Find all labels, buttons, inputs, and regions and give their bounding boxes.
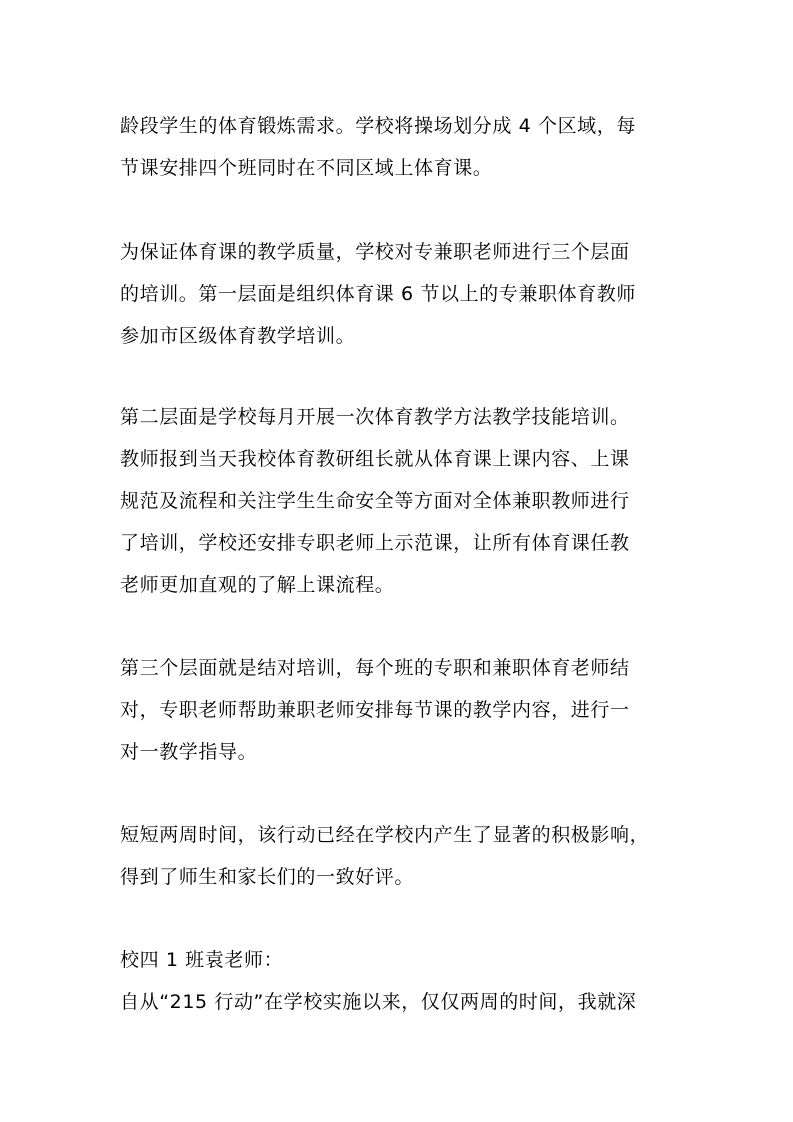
- paragraph-1-line-2: 节课安排四个班同时在不同区域上体育课。: [120, 157, 493, 179]
- paragraph-4-line-1: 第三个层面就是结对培训，每个班的专职和兼职体育老师结: [120, 657, 630, 679]
- paragraph-6-line-2: 自从“215 行动”在学校实施以来，仅仅两周的时间，我就深: [120, 991, 637, 1013]
- paragraph-2-line-2: 的培训。第一层面是组织体育课 6 节以上的专兼职体育教师: [120, 283, 636, 305]
- paragraph-3-line-4: 了培训，学校还安排专职老师上示范课，让所有体育课任教: [120, 532, 630, 554]
- paragraph-2-line-3: 参加市区级体育教学培训。: [120, 325, 356, 347]
- paragraph-3-line-2: 教师报到当天我校体育教研组长就从体育课上课内容、上课: [120, 448, 630, 470]
- paragraph-3-line-1: 第二层面是学校每月开展一次体育教学方法教学技能培训。: [120, 406, 630, 428]
- paragraph-5-line-2: 得到了师生和家长们的一致好评。: [120, 866, 415, 888]
- paragraph-3-line-5: 老师更加直观的了解上课流程。: [120, 574, 395, 596]
- paragraph-2-line-1: 为保证体育课的教学质量，学校对专兼职老师进行三个层面: [120, 241, 630, 263]
- paragraph-1-line-1: 龄段学生的体育锻炼需求。学校将操场划分成 4 个区域，每: [120, 115, 636, 137]
- paragraph-5-line-1: 短短两周时间，该行动已经在学校内产生了显著的积极影响，: [120, 824, 650, 846]
- paragraph-6-line-1: 校四 1 班袁老师：: [120, 949, 284, 971]
- paragraph-3-line-3: 规范及流程和关注学生生命安全等方面对全体兼职教师进行: [120, 490, 630, 512]
- paragraph-4-line-2: 对，专职老师帮助兼职老师安排每节课的教学内容，进行一: [120, 699, 630, 721]
- paragraph-4-line-3: 对一教学指导。: [120, 741, 258, 763]
